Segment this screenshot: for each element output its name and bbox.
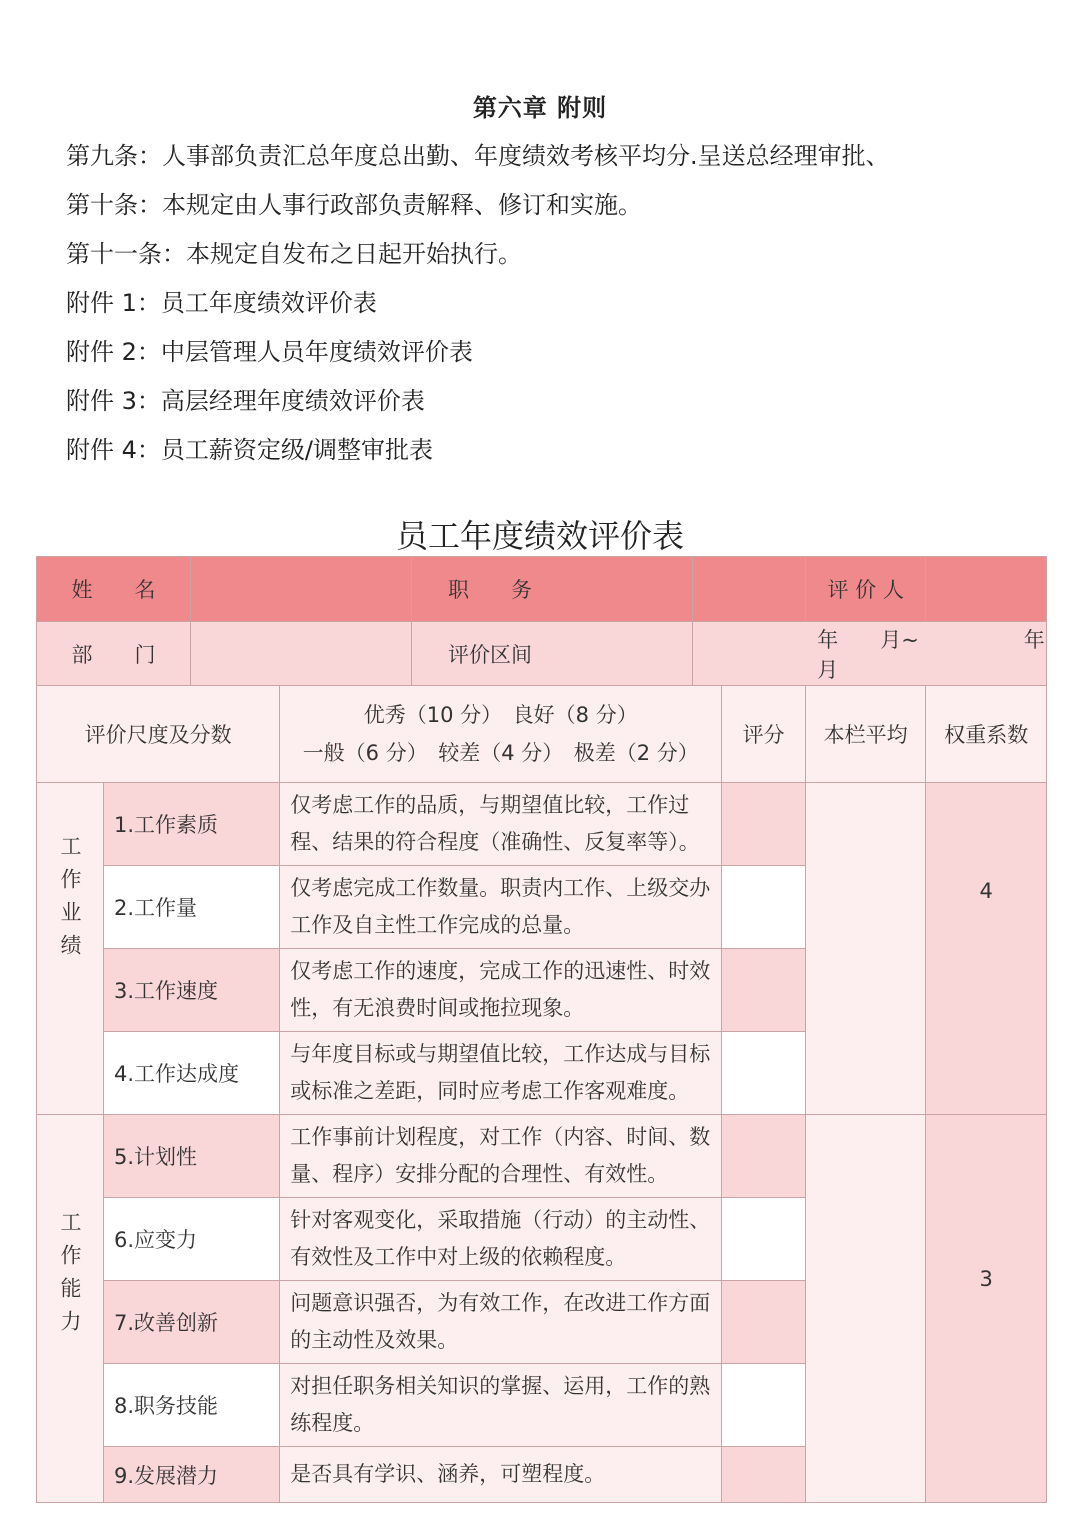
attachment-1: 附件 1：员工年度绩效评价表	[66, 289, 377, 317]
item-name: 8.职务技能	[103, 1364, 279, 1447]
attachment-2: 附件 2：中层管理人员年度绩效评价表	[66, 338, 473, 366]
form-row-scale	[37, 686, 1047, 783]
average-cell-ability[interactable]	[805, 1115, 926, 1503]
name-label: 姓 名	[37, 557, 191, 622]
item-name: 7.改善创新	[103, 1281, 279, 1364]
item-name: 1.工作素质	[103, 783, 279, 866]
category-label: 工作业绩	[57, 835, 82, 967]
category-ability	[37, 1115, 104, 1503]
weight-header: 权重系数	[926, 686, 1047, 783]
item-name: 5.计划性	[103, 1115, 279, 1198]
item-description: 对担任职务相关知识的掌握、运用，工作的熟练程度。	[280, 1364, 722, 1447]
item-name: 6.应变力	[103, 1198, 279, 1281]
score-cell[interactable]	[722, 1364, 806, 1447]
name-field[interactable]	[191, 557, 412, 622]
item-name: 4.工作达成度	[103, 1032, 279, 1115]
scale-label: 评价尺度及分数	[37, 686, 280, 783]
item-description: 仅考虑工作的品质，与期望值比较，工作过程、结果的符合程度（准确性、反复率等）。	[280, 783, 722, 866]
table-row	[37, 1115, 1047, 1198]
article-11: 第十一条：本规定自发布之日起开始执行。	[66, 240, 522, 268]
scale-line-2: 一般（6 分） 较差（4 分） 极差（2 分）	[302, 741, 699, 765]
item-description: 仅考虑工作的速度，完成工作的迅速性、时效性，有无浪费时间或拖拉现象。	[280, 949, 722, 1032]
item-description: 与年度目标或与期望值比较，工作达成与目标或标准之差距，同时应考虑工作客观难度。	[280, 1032, 722, 1115]
score-header: 评分	[722, 686, 806, 783]
category-label: 工作能力	[57, 1211, 82, 1343]
weight-cell-ability	[926, 1115, 1047, 1503]
item-description: 工作事前计划程度，对工作（内容、时间、数量、程序）安排分配的合理性、有效性。	[280, 1115, 722, 1198]
position-field[interactable]	[693, 557, 806, 622]
average-cell-performance[interactable]	[805, 783, 926, 1115]
score-cell[interactable]	[722, 1447, 806, 1503]
weight-value: 3	[979, 1267, 993, 1291]
weight-value: 4	[979, 879, 993, 903]
form-row-name	[37, 557, 1047, 622]
attachment-4: 附件 4：员工薪资定级/调整审批表	[66, 436, 433, 464]
article-10: 第十条：本规定由人事行政部负责解释、修订和实施。	[66, 191, 642, 219]
scale-values	[280, 686, 722, 783]
score-cell[interactable]	[722, 1281, 806, 1364]
item-description: 是否具有学识、涵养，可塑程度。	[280, 1447, 722, 1503]
chapter-title: 第六章 附则	[472, 94, 608, 122]
attachment-3: 附件 3：高层经理年度绩效评价表	[66, 387, 425, 415]
evaluator-field[interactable]	[926, 557, 1047, 622]
form-title: 员工年度绩效评价表	[395, 517, 684, 555]
period-label: 评价区间	[411, 622, 692, 686]
period-field[interactable]: 年 月~ 年 月	[693, 622, 1047, 686]
evaluation-form-table	[36, 556, 1047, 1503]
evaluator-label: 评 价 人	[805, 557, 926, 622]
weight-cell-performance	[926, 783, 1047, 1115]
score-cell[interactable]	[722, 866, 806, 949]
score-cell[interactable]	[722, 1115, 806, 1198]
form-row-dept	[37, 622, 1047, 686]
item-name: 2.工作量	[103, 866, 279, 949]
score-cell[interactable]	[722, 1032, 806, 1115]
score-cell[interactable]	[722, 783, 806, 866]
item-description: 问题意识强否，为有效工作，在改进工作方面的主动性及效果。	[280, 1281, 722, 1364]
score-cell[interactable]	[722, 1198, 806, 1281]
scale-line-1: 优秀（10 分） 良好（8 分）	[363, 703, 638, 727]
dept-label: 部 门	[37, 622, 191, 686]
article-list	[66, 132, 890, 475]
score-cell[interactable]	[722, 949, 806, 1032]
article-9: 第九条：人事部负责汇总年度总出勤、年度绩效考核平均分.呈送总经理审批、	[66, 142, 890, 170]
category-performance	[37, 783, 104, 1115]
position-label: 职 务	[411, 557, 692, 622]
dept-field[interactable]	[191, 622, 412, 686]
item-description: 针对客观变化，采取措施（行动）的主动性、有效性及工作中对上级的依赖程度。	[280, 1198, 722, 1281]
table-row	[37, 783, 1047, 866]
item-name: 3.工作速度	[103, 949, 279, 1032]
item-name: 9.发展潜力	[103, 1447, 279, 1503]
item-description: 仅考虑完成工作数量。职责内工作、上级交办工作及自主性工作完成的总量。	[280, 866, 722, 949]
average-header: 本栏平均	[805, 686, 926, 783]
